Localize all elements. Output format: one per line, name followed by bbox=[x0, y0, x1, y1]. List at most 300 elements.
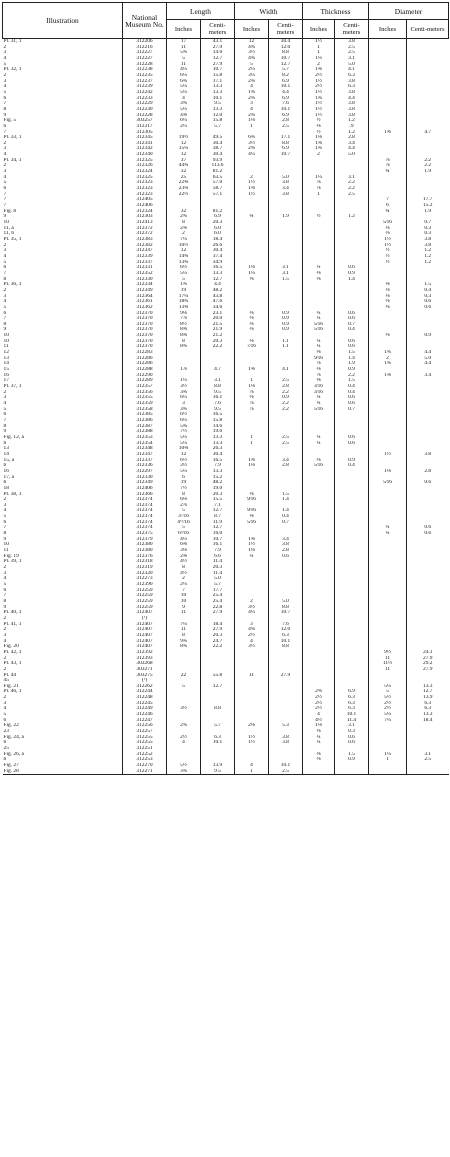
length-cm-cell: 55.8 bbox=[201, 673, 235, 679]
width-cm-cell: 6.9 bbox=[269, 113, 303, 119]
thickness-cm-cell: 4.1 bbox=[335, 67, 369, 73]
length-cm-cell: 27.9 bbox=[201, 62, 235, 68]
museum-no-cell: 312366 bbox=[123, 492, 167, 498]
diameter-inches-cell: 5¼ bbox=[369, 712, 407, 718]
illustration-cell: 6 bbox=[3, 519, 7, 525]
width-inches-cell: ¾ bbox=[235, 214, 269, 220]
width-inches-cell: ⅜ bbox=[235, 316, 269, 322]
museum-no-cell: (¹) bbox=[123, 616, 167, 622]
length-cm-cell: 11.9 bbox=[201, 520, 235, 526]
illustration-cell: 4 bbox=[3, 401, 7, 406]
thickness-inches-cell: ¼ bbox=[303, 441, 335, 447]
museum-no-cell: 312233 bbox=[123, 96, 167, 102]
museum-no-cell: 312323 bbox=[123, 192, 167, 198]
width-cm-cell: 1.1 bbox=[269, 344, 303, 350]
width-inches-cell: 1 bbox=[235, 435, 269, 441]
width-cm-cell: 8.8 bbox=[269, 50, 303, 56]
diameter-inches-cell: 5 bbox=[369, 689, 407, 695]
diameter-cm-cell: 1.9 bbox=[407, 169, 449, 175]
illustration-cell: 5 bbox=[3, 712, 7, 718]
width-cm-cell: 8.8 bbox=[269, 605, 303, 611]
thickness-inches-cell: 1⅝ bbox=[303, 67, 335, 73]
header-width: Width bbox=[235, 3, 303, 20]
length-cm-cell: 10.1 bbox=[201, 96, 235, 102]
illustration-cell: 4 bbox=[3, 55, 7, 61]
diameter-cm-cell: 1.5 bbox=[407, 282, 449, 288]
length-cm-cell: 15.8 bbox=[201, 418, 235, 424]
thickness-inches-cell: 4 bbox=[303, 712, 335, 718]
length-cm-cell: 20.3 bbox=[201, 339, 235, 345]
diameter-inches-cell: ⅛ bbox=[369, 288, 407, 294]
diameter-cm-cell: 13.3 bbox=[407, 684, 449, 690]
width-cm-cell: 2.5 bbox=[269, 441, 303, 447]
length-cm-cell: 16.1 bbox=[201, 395, 235, 401]
length-cm-cell: 3.1 bbox=[201, 378, 235, 384]
museum-no-cell: 312326 bbox=[123, 163, 167, 169]
illustration-cell: 10 bbox=[3, 333, 9, 339]
illustration-cell: b bbox=[3, 740, 7, 746]
illustration-cell: 14 bbox=[3, 451, 9, 457]
illustration-cell: 5 bbox=[3, 89, 7, 95]
length-cm-cell: 34.6 bbox=[201, 305, 235, 311]
length-inches-cell: 8⅜ bbox=[167, 333, 201, 339]
width-cm-cell: 4.4 bbox=[269, 90, 303, 96]
length-inches-cell: 2¼ bbox=[167, 124, 201, 130]
length-inches-cell: 6¼ bbox=[167, 73, 201, 79]
illustration-cell: 8 bbox=[3, 423, 7, 429]
thickness-inches-cell: 1⅜ bbox=[303, 141, 335, 147]
thickness-cm-cell: 0.9 bbox=[335, 458, 369, 464]
diameter-inches-cell: ⅛ bbox=[369, 226, 407, 232]
diameter-cm-cell: 1.2 bbox=[407, 248, 449, 254]
museum-no-cell: 312370 bbox=[123, 339, 167, 345]
width-inches-cell: 1 bbox=[235, 124, 269, 130]
table-body bbox=[3, 39, 449, 775]
width-cm-cell: 17.1 bbox=[269, 135, 303, 141]
length-inches-cell: 37 bbox=[167, 158, 201, 164]
illustration-cell: 17, a bbox=[3, 474, 14, 480]
length-cm-cell: 10.7 bbox=[201, 537, 235, 543]
width-cm-cell: 5.0 bbox=[269, 175, 303, 181]
length-inches-cell: 8½ bbox=[167, 322, 201, 328]
diameter-inches-cell: ¾ bbox=[369, 169, 407, 175]
length-cm-cell: 15.5 bbox=[201, 497, 235, 503]
length-cm-cell: 6.9 bbox=[201, 214, 235, 220]
thickness-cm-cell: 1.5 bbox=[335, 350, 369, 356]
length-inches-cell: 7½ bbox=[167, 486, 201, 492]
illustration-cell: 3 bbox=[3, 700, 7, 706]
illustration-cell: 4 bbox=[3, 253, 7, 259]
illustration-cell: 2 bbox=[3, 695, 7, 701]
width-inches-cell: ⅜ bbox=[235, 327, 269, 333]
length-inches-cell: 10⅜ bbox=[167, 446, 201, 452]
illustration-cell: 5 bbox=[3, 582, 7, 587]
thickness-cm-cell: 10.1 bbox=[335, 712, 369, 718]
museum-no-cell: 312237 bbox=[123, 79, 167, 85]
museum-no-cell: 312255 bbox=[123, 740, 167, 746]
thickness-inches-cell: ⅞ bbox=[303, 186, 335, 192]
thickness-inches-cell: 1½ bbox=[303, 113, 335, 119]
diameter-inches-cell: 1 bbox=[369, 757, 407, 763]
width-cm-cell: 0.7 bbox=[269, 520, 303, 526]
museum-no-cell: 312405 bbox=[123, 197, 167, 203]
length-inches-cell: 1⅞ bbox=[167, 367, 201, 373]
width-inches-cell: 3½ bbox=[235, 605, 269, 611]
museum-no-cell: 312374 bbox=[123, 525, 167, 531]
museum-no-cell: 312387 bbox=[123, 424, 167, 430]
thickness-cm-cell: 2.5 bbox=[335, 192, 369, 198]
length-cm-cell: 34.9 bbox=[201, 260, 235, 266]
length-inches-cell: 6¼ bbox=[167, 118, 201, 124]
width-cm-cell: 0.9 bbox=[269, 395, 303, 401]
width-inches-cell: 2¾ bbox=[235, 146, 269, 152]
museum-no-cell: 312370 bbox=[123, 333, 167, 339]
width-cm-cell: 10.7 bbox=[269, 610, 303, 616]
museum-no-cell: 312382 bbox=[123, 243, 167, 249]
width-inches-cell: 1⅝ bbox=[235, 367, 269, 373]
length-inches-cell: 1¼ bbox=[167, 378, 201, 384]
thickness-cm-cell: 4.4 bbox=[335, 146, 369, 152]
museum-no-cell: 312256 bbox=[123, 723, 167, 729]
illustration-cell: 16 bbox=[3, 372, 9, 378]
diameter-cm-cell: 1.2 bbox=[407, 260, 449, 266]
thickness-inches-cell: 1½ bbox=[303, 79, 335, 85]
length-inches-cell: 7⅞ bbox=[167, 316, 201, 322]
thickness-inches-cell: 1¼ bbox=[303, 56, 335, 62]
length-cm-cell: 11.4 bbox=[201, 571, 235, 577]
length-cm-cell: 22.2 bbox=[201, 344, 235, 350]
thickness-cm-cell: 2.5 bbox=[335, 45, 369, 51]
width-inches-cell: 1½ bbox=[235, 180, 269, 186]
width-inches-cell: 2¼ bbox=[235, 67, 269, 73]
museum-no-cell: 312227 bbox=[123, 50, 167, 56]
illustration-cell: 7 bbox=[3, 101, 7, 107]
length-cm-cell: 81.2 bbox=[201, 209, 235, 215]
length-inches-cell: 2 bbox=[167, 231, 201, 237]
diameter-cm-cell: 1.2 bbox=[407, 254, 449, 260]
length-inches-cell: 6⅛ bbox=[167, 497, 201, 503]
length-inches-cell: 5½ bbox=[167, 763, 201, 769]
length-inches-cell: 2⅝ bbox=[167, 554, 201, 560]
illustration-cell: 9 bbox=[3, 429, 7, 435]
museum-no-cell: 312407 bbox=[123, 639, 167, 645]
width-cm-cell: 7.6 bbox=[269, 622, 303, 628]
diameter-inches-cell: 5⁄16 bbox=[369, 480, 407, 486]
illustration-cell: 4 bbox=[3, 299, 7, 305]
thickness-cm-cell: 0.6 bbox=[335, 740, 369, 746]
thickness-inches-cell: 5⁄16 bbox=[303, 322, 335, 328]
thickness-inches-cell: ¼ bbox=[303, 435, 335, 441]
museum-no-cell: 312286 bbox=[123, 356, 167, 362]
diameter-cm-cell: 6.3 bbox=[407, 706, 449, 712]
thickness-inches-cell: 1¾ bbox=[303, 146, 335, 152]
diameter-cm-cell: 0.3 bbox=[407, 231, 449, 237]
length-cm-cell: 26.3 bbox=[201, 446, 235, 452]
thickness-inches-cell: ⅜ bbox=[303, 124, 335, 130]
thickness-inches-cell: ¼ bbox=[303, 344, 335, 350]
diameter-cm-cell: 27.9 bbox=[407, 656, 449, 662]
length-inches-cell: 4⅝ bbox=[167, 113, 201, 119]
length-inches-cell: 4 bbox=[167, 96, 201, 102]
thickness-cm-cell: 3.8 bbox=[335, 39, 369, 45]
width-inches-cell: 9⁄16 bbox=[235, 497, 269, 503]
width-cm-cell: 5.7 bbox=[269, 67, 303, 73]
thickness-cm-cell: 3.8 bbox=[335, 101, 369, 107]
length-inches-cell: 12 bbox=[167, 152, 201, 158]
length-inches-cell: 5¼ bbox=[167, 469, 201, 475]
illustration-cell: b bbox=[3, 463, 7, 469]
illustration-cell: 4 bbox=[3, 508, 7, 514]
length-cm-cell: 6.0 bbox=[201, 226, 235, 232]
length-cm-cell: 21.2 bbox=[201, 333, 235, 339]
diameter-cm-cell: 0.3 bbox=[407, 226, 449, 232]
illustration-cell: 5 bbox=[3, 259, 7, 265]
width-inches-cell: 4 bbox=[235, 639, 269, 645]
length-cm-cell: 6.6 bbox=[201, 554, 235, 560]
length-cm-cell: 27.9 bbox=[201, 610, 235, 616]
illustration-cell: b bbox=[3, 480, 7, 486]
thickness-inches-cell: ½ bbox=[303, 130, 335, 136]
illustration-cell: 6 bbox=[3, 123, 7, 129]
length-cm-cell: 30.4 bbox=[201, 141, 235, 147]
length-inches-cell: 22½ bbox=[167, 192, 201, 198]
thickness-inches-cell: 1¾ bbox=[303, 96, 335, 102]
length-cm-cell: 7.9 bbox=[201, 548, 235, 554]
museum-no-cell: 312330 bbox=[123, 277, 167, 283]
museum-no-cell: 312383 bbox=[123, 237, 167, 243]
museum-no-cell: 312375 bbox=[123, 531, 167, 537]
thickness-inches-cell: ¼ bbox=[303, 265, 335, 271]
museum-no-cell: 312374 bbox=[123, 520, 167, 526]
illustration-cell: 7 bbox=[3, 316, 7, 322]
length-inches-cell: 2½ bbox=[167, 735, 201, 741]
thickness-cm-cell: 1.5 bbox=[335, 752, 369, 758]
museum-no-cell: 312319 bbox=[123, 565, 167, 571]
header-thickness: Thickness bbox=[303, 3, 369, 20]
museum-no-cell: (¹) bbox=[123, 678, 167, 684]
thickness-inches-cell: 1½ bbox=[303, 90, 335, 96]
width-inches-cell: 3½ bbox=[235, 644, 269, 650]
width-inches-cell: ⅜ bbox=[235, 339, 269, 345]
length-inches-cell: 3¾ bbox=[167, 407, 201, 413]
diameter-inches-cell: ⅜ bbox=[369, 299, 407, 305]
length-cm-cell: 7.1 bbox=[201, 503, 235, 509]
diameter-cm-cell: 3.4 bbox=[407, 373, 449, 379]
length-inches-cell: 25 bbox=[167, 175, 201, 181]
width-cm-cell: 6.9 bbox=[269, 96, 303, 102]
thickness-inches-cell: 5⁄16 bbox=[303, 463, 335, 469]
illustration-cell: 8 bbox=[3, 531, 7, 537]
length-cm-cell: 13.3 bbox=[201, 469, 235, 475]
length-cm-cell: 57.0 bbox=[201, 180, 235, 186]
width-cm-cell: 8.8 bbox=[269, 141, 303, 147]
length-inches-cell: 12 bbox=[167, 248, 201, 254]
illustration-cell: 3 bbox=[3, 395, 7, 401]
thickness-inches-cell: 2½ bbox=[303, 73, 335, 79]
length-cm-cell: 26.6 bbox=[201, 243, 235, 249]
header-thickness-cm: Centi-meters bbox=[335, 20, 369, 39]
width-cm-cell: 2.5 bbox=[269, 378, 303, 384]
thickness-inches-cell: ⅜ bbox=[303, 757, 335, 763]
length-cm-cell: 12.7 bbox=[201, 277, 235, 283]
length-cm-cell: 9.5 bbox=[201, 407, 235, 413]
museum-no-cell: 312356 bbox=[123, 390, 167, 396]
length-cm-cell: 9.5 bbox=[201, 769, 235, 775]
width-cm-cell: 3.1 bbox=[269, 265, 303, 271]
width-cm-cell: 0.9 bbox=[269, 311, 303, 317]
diameter-inches-cell: 5½ bbox=[369, 695, 407, 701]
width-inches-cell: ⅝ bbox=[235, 514, 269, 520]
thickness-cm-cell: 1.2 bbox=[335, 130, 369, 136]
width-inches-cell: 2¾ bbox=[235, 96, 269, 102]
museum-no-cell: 312228 bbox=[123, 113, 167, 119]
thickness-cm-cell: 0.6 bbox=[335, 735, 369, 741]
width-inches-cell: 3¼ bbox=[235, 73, 269, 79]
length-inches-cell: 5 bbox=[167, 277, 201, 283]
illustration-cell: 6 bbox=[3, 717, 7, 723]
illustration-cell: 5 bbox=[3, 514, 7, 520]
thickness-cm-cell: 0.4 bbox=[335, 463, 369, 469]
illustration-cell: b bbox=[3, 440, 7, 446]
width-cm-cell: 1.5 bbox=[269, 277, 303, 283]
illustration-cell: Pl. 34, 1 bbox=[3, 157, 22, 163]
length-cm-cell: 20.3 bbox=[201, 492, 235, 498]
width-inches-cell: 5 bbox=[235, 62, 269, 68]
illustration-cell: 2 bbox=[3, 140, 7, 146]
thickness-inches-cell: ⅞ bbox=[303, 361, 335, 367]
thickness-cm-cell: 0.9 bbox=[335, 757, 369, 763]
thickness-inches-cell: 2½ bbox=[303, 706, 335, 712]
width-inches-cell: ⅞ bbox=[235, 390, 269, 396]
width-cm-cell: 2.8 bbox=[269, 463, 303, 469]
illustration-cell: 2 bbox=[3, 163, 7, 169]
museum-no-cell: 312406 bbox=[123, 486, 167, 492]
width-inches-cell: 2¾ bbox=[235, 113, 269, 119]
length-inches-cell: 44¾ bbox=[167, 163, 201, 169]
diameter-inches-cell: 9½ bbox=[369, 650, 407, 656]
illustration-cell: 2 bbox=[3, 666, 7, 672]
width-inches-cell: 2¾ bbox=[235, 79, 269, 85]
diameter-inches-cell: 1⅜ bbox=[369, 373, 407, 379]
museum-no-cell: 312406 bbox=[123, 203, 167, 209]
thickness-inches-cell: 1¼ bbox=[303, 175, 335, 181]
thickness-cm-cell: 0.4 bbox=[335, 327, 369, 333]
length-cm-cell: 21.9 bbox=[201, 327, 235, 333]
length-cm-cell: 16.1 bbox=[201, 542, 235, 548]
thickness-inches-cell: 1⅛ bbox=[303, 723, 335, 729]
thickness-inches-cell: ¼ bbox=[303, 395, 335, 401]
museum-no-cell: 312358 bbox=[123, 407, 167, 413]
width-cm-cell: 2.5 bbox=[269, 124, 303, 130]
width-cm-cell: 0.6 bbox=[269, 554, 303, 560]
thickness-inches-cell: 1 bbox=[303, 192, 335, 198]
museum-no-cell: 312407 bbox=[123, 622, 167, 628]
thickness-cm-cell: 0.7 bbox=[335, 407, 369, 413]
museum-no-cell: 312228 bbox=[123, 62, 167, 68]
museum-no-cell: 312303 bbox=[123, 214, 167, 220]
diameter-inches-cell: 11½ bbox=[369, 661, 407, 667]
museum-no-cell: 312347 bbox=[123, 248, 167, 254]
museum-no-cell: 312259 bbox=[123, 588, 167, 594]
illustration-cell: Pl. 33, 1 bbox=[3, 135, 22, 141]
thickness-inches-cell: ¼ bbox=[303, 316, 335, 322]
illustration-cell: Pl. 35, 1 bbox=[3, 236, 22, 242]
illustration-cell: 18 bbox=[3, 485, 9, 491]
width-cm-cell: 2.8 bbox=[269, 384, 303, 390]
length-inches-cell: 13¾ bbox=[167, 260, 201, 266]
width-cm-cell: 1.5 bbox=[269, 492, 303, 498]
museum-no-cell: 312324 bbox=[123, 209, 167, 215]
length-cm-cell: 25.4 bbox=[201, 593, 235, 599]
diameter-inches-cell: ⅝ bbox=[369, 282, 407, 288]
museum-no-cell: 312342 bbox=[123, 146, 167, 152]
thickness-inches-cell: 5⁄16 bbox=[303, 327, 335, 333]
museum-no-cell: 312271 bbox=[123, 769, 167, 775]
length-cm-cell: 58.7 bbox=[201, 186, 235, 192]
museum-no-cell: 312317 bbox=[123, 124, 167, 130]
header-width-inches: Inches bbox=[235, 20, 269, 39]
museum-no-cell: 312238 bbox=[123, 67, 167, 73]
length-cm-cell: 5.0 bbox=[201, 576, 235, 582]
thickness-cm-cell: 1.5 bbox=[335, 378, 369, 384]
length-inches-cell: 10 bbox=[167, 599, 201, 605]
thickness-cm-cell: 6.3 bbox=[335, 73, 369, 79]
museum-no-cell: 312286 bbox=[123, 361, 167, 367]
diameter-inches-cell: 5¼ bbox=[369, 684, 407, 690]
thickness-inches-cell: ¼ bbox=[303, 740, 335, 746]
length-inches-cell: 3½ bbox=[167, 384, 201, 390]
width-cm-cell: 5.3 bbox=[269, 723, 303, 729]
header-diameter-cm: Centi-meters bbox=[407, 20, 449, 39]
thickness-cm-cell: 6.3 bbox=[335, 84, 369, 90]
width-inches-cell: 9⁄16 bbox=[235, 508, 269, 514]
illustration-cell: 6 bbox=[3, 265, 7, 271]
length-inches-cell: 8 bbox=[167, 220, 201, 226]
thickness-cm-cell: 6.3 bbox=[335, 706, 369, 712]
illustration-cell: 8 bbox=[3, 321, 7, 327]
width-cm-cell: 8.8 bbox=[269, 644, 303, 650]
diameter-cm-cell: 2.2 bbox=[407, 158, 449, 164]
illustration-cell: 2 bbox=[3, 389, 7, 395]
illustration-cell: 11, a bbox=[3, 225, 14, 231]
illustration-cell: 3 bbox=[3, 146, 7, 152]
diameter-cm-cell: 17.7 bbox=[407, 197, 449, 203]
thickness-cm-cell: 3.8 bbox=[335, 113, 369, 119]
thickness-inches-cell: 3⁄16 bbox=[303, 390, 335, 396]
length-inches-cell: 17¼ bbox=[167, 294, 201, 300]
museum-no-cell: 312407 bbox=[123, 610, 167, 616]
museum-no-cell: 312246 bbox=[123, 712, 167, 718]
museum-no-cell: 312331 bbox=[123, 265, 167, 271]
diameter-cm-cell: 3.8 bbox=[407, 452, 449, 458]
length-cm-cell: 18.4 bbox=[201, 622, 235, 628]
museum-no-cell: 312257 bbox=[123, 729, 167, 735]
length-cm-cell: 27.9 bbox=[201, 45, 235, 51]
diameter-cm-cell: 3.1 bbox=[407, 752, 449, 758]
length-inches-cell: 5 bbox=[167, 56, 201, 62]
diameter-cm-cell: 1.9 bbox=[407, 209, 449, 215]
illustration-cell: 9 bbox=[3, 327, 7, 333]
width-inches-cell: 1¼ bbox=[235, 271, 269, 277]
length-inches-cell: 9⅛ bbox=[167, 311, 201, 317]
length-inches-cell: 3⁷⁄16 bbox=[167, 514, 201, 520]
width-inches-cell: 4 bbox=[235, 84, 269, 90]
illustration-cell: Pl. 41, 1 bbox=[3, 621, 22, 627]
width-inches-cell: 1½ bbox=[235, 192, 269, 198]
length-cm-cell: 4.7 bbox=[201, 367, 235, 373]
length-cm-cell: 23.1 bbox=[201, 311, 235, 317]
thickness-cm-cell: 0.4 bbox=[335, 384, 369, 390]
